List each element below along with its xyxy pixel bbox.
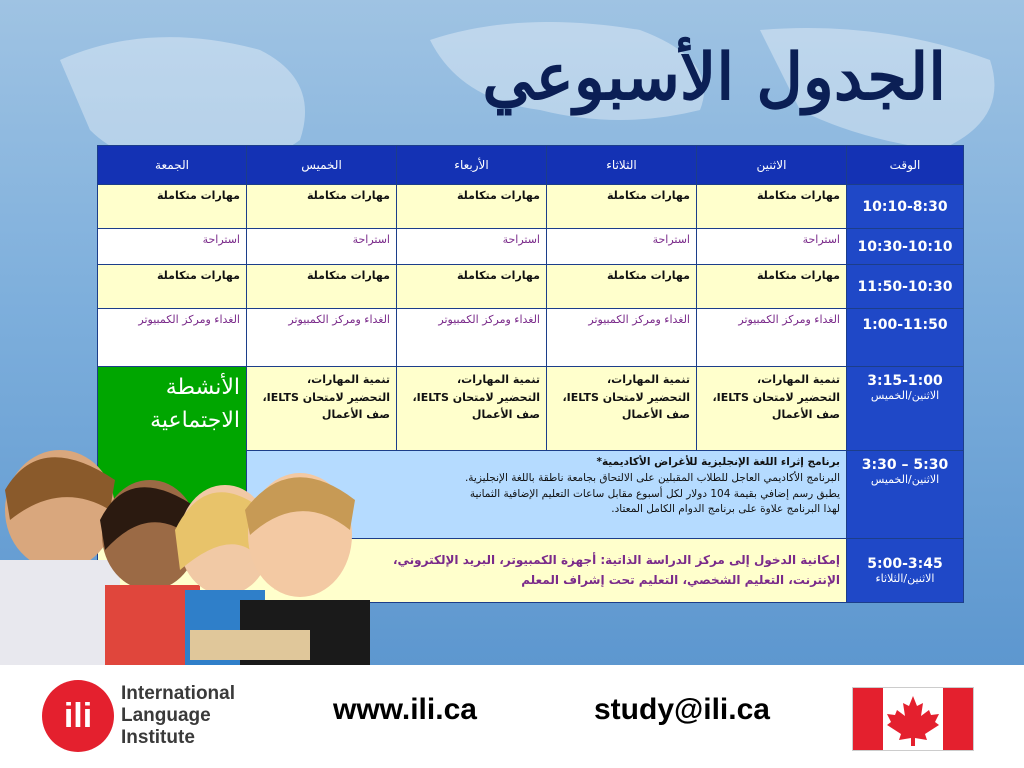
header-row [98,146,964,185]
skills-line: التحضير لامتحان IELTS، [262,390,390,404]
header-friday: الجمعة [98,146,247,185]
academic-line: يطبق رسم إضافي بقيمة 104 دولار لكل أسبوع مقابل ساعات التعليم الإضافية الثمانية [469,487,840,500]
time-days: الاثنين/الخميس [870,473,940,486]
time-range: 5:00-3:45 [867,556,943,572]
table-row [98,367,964,451]
skills-cell [697,367,847,451]
schedule-cell: مهارات متكاملة [98,265,247,309]
skills-line: التحضير لامتحان IELTS، [712,390,840,404]
self-study-line: إمكانية الدخول إلى مركز الدراسة الذاتية: أجهزة الكمبيوتر، البريد الإلكتروني، [392,553,840,568]
logo-line: International [121,683,236,704]
break-cell: استراحة [397,229,547,265]
skills-cell [397,367,547,451]
time-cell [847,367,964,451]
time-cell: 1:00-11:50 [847,309,964,367]
students-photo [0,440,370,665]
website-link[interactable]: www.ili.ca [333,693,477,726]
skills-line: صف الأعمال [321,408,390,422]
header-monday: الاثنين [697,146,847,185]
schedule-cell: مهارات متكاملة [397,265,547,309]
schedule-cell: مهارات متكاملة [547,265,697,309]
skills-line: تنمية المهارات، [307,373,390,386]
email-link[interactable]: study@ili.ca [594,693,770,726]
schedule-cell: مهارات متكاملة [98,185,247,229]
time-days: الاثنين/الثلاثاء [875,572,935,585]
time-cell: 10:10-8:30 [847,185,964,229]
schedule-cell: مهارات متكاملة [697,265,847,309]
skills-line: التحضير لامتحان IELTS، [562,390,690,404]
logo-text [121,683,235,749]
lunch-cell: الغداء ومركز الكمبيوتر [547,309,697,367]
skills-cell [547,367,697,451]
header-thursday: الخميس [247,146,397,185]
skills-cell [247,367,397,451]
table-row [98,229,964,265]
logo-line: Institute [121,727,195,748]
break-cell: استراحة [98,229,247,265]
skills-line: التحضير لامتحان IELTS، [412,390,540,404]
schedule-cell: مهارات متكاملة [247,265,397,309]
skills-line: تنمية المهارات، [607,373,690,386]
time-cell [847,539,964,603]
social-activities-cell: الأنشطة الاجتماعية [98,367,247,539]
skills-line: تنمية المهارات، [457,373,540,386]
time-cell [847,451,964,539]
skills-line: صف الأعمال [771,408,840,422]
break-cell: استراحة [697,229,847,265]
schedule-cell: مهارات متكاملة [397,185,547,229]
schedule-cell: مهارات متكاملة [547,185,697,229]
academic-line: لهذا البرنامج علاوة على برنامج الدوام الكامل المعتاد. [611,503,840,516]
time-range: 3:15-1:00 [867,373,943,389]
time-cell: 10:30-10:10 [847,229,964,265]
schedule-cell: مهارات متكاملة [247,185,397,229]
lunch-cell: الغداء ومركز الكمبيوتر [697,309,847,367]
table-row [98,185,964,229]
header-time: الوقت [847,146,964,185]
lunch-cell: الغداء ومركز الكمبيوتر [247,309,397,367]
self-study-line: الإنترنت، التعليم الشخصي، التعليم تحت إشراف المعلم [521,572,840,587]
table-row [98,309,964,367]
header-tuesday: الثلاثاء [547,146,697,185]
skills-line: تنمية المهارات، [757,373,840,386]
time-cell: 11:50-10:30 [847,265,964,309]
ili-logo: ili [42,680,114,752]
time-range: 5:30 – 3:30 [861,457,949,473]
header-wednesday: الأربعاء [397,146,547,185]
lunch-cell: الغداء ومركز الكمبيوتر [98,309,247,367]
break-cell: استراحة [547,229,697,265]
skills-line: صف الأعمال [471,408,540,422]
time-days: الاثنين/الخميس [870,389,940,402]
academic-line: البرنامج الأكاديمي العاجل للطلاب المقبلين على الالتحاق بجامعة ناطقة باللغة الإنجليزية. [464,471,840,484]
logo-line: Language [121,705,211,726]
page-title: الجدول الأسبوعي [482,40,946,115]
canada-flag-icon [852,687,974,751]
academic-heading: برنامج إثراء اللغة الإنجليزية للأغراض الأكاديمية* [596,456,840,468]
lunch-cell: الغداء ومركز الكمبيوتر [397,309,547,367]
table-row [98,265,964,309]
skills-line: صف الأعمال [621,408,690,422]
schedule-cell: مهارات متكاملة [697,185,847,229]
break-cell: استراحة [247,229,397,265]
